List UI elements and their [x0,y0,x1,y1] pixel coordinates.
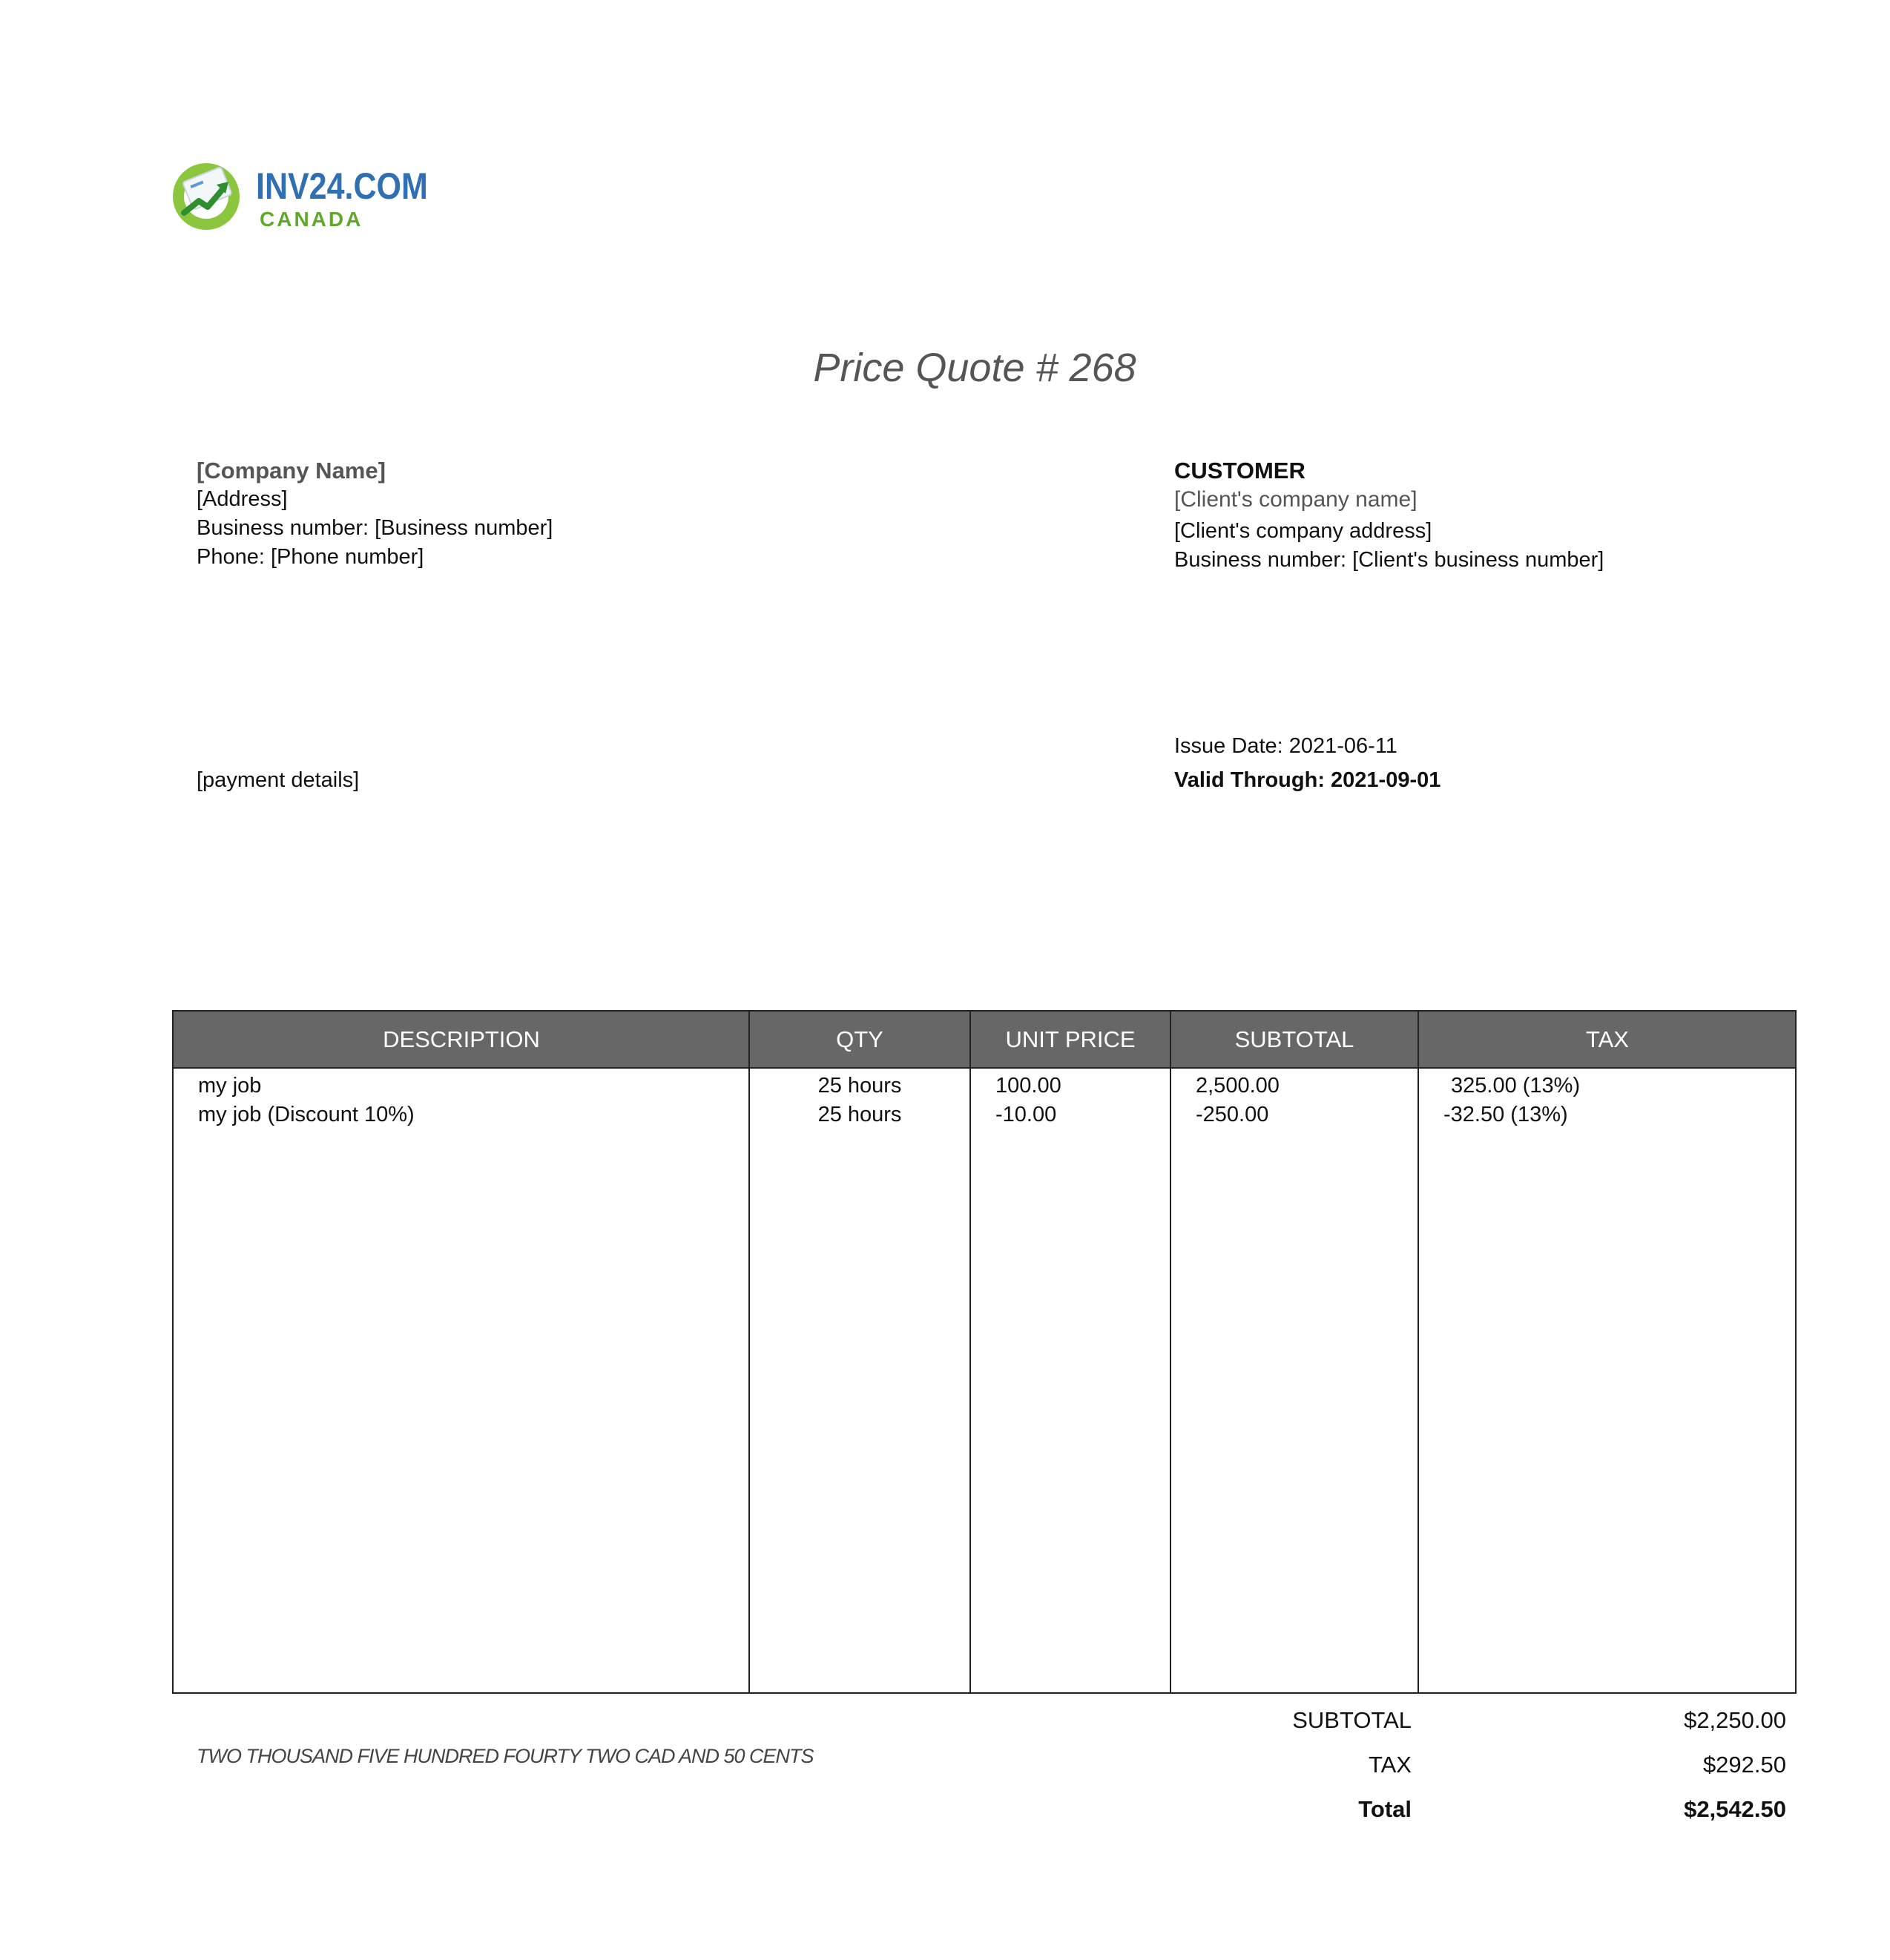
seller-phone: Phone: [Phone number] [197,545,424,569]
subtotal-label: SUBTOTAL [1292,1707,1412,1733]
header-qty: QTY [836,1026,883,1052]
tax-value: $292.50 [1702,1752,1786,1778]
row-2-description: my job (Discount 10%) [198,1103,415,1126]
row-2-tax: -32.50 (13%) [1443,1103,1568,1126]
total-label: Total [1358,1796,1412,1822]
column-divider [1170,1012,1171,1692]
customer-info [1174,456,1604,575]
table-header-row [174,1012,1795,1069]
header-unit-price: UNIT PRICE [1005,1026,1136,1052]
customer-company-name: [Client's company name] [1174,487,1418,512]
customer-heading: CUSTOMER [1174,458,1305,484]
valid-through-date: Valid Through: 2021-09-01 [1174,768,1441,792]
customer-business-number: Business number: [Client's business number] [1174,548,1604,572]
page-title: Price Quote # 268 [813,346,1136,390]
payment-details: [payment details] [197,768,360,792]
header-subtotal: SUBTOTAL [1234,1026,1354,1052]
subtotal-value: $2,250.00 [1684,1707,1786,1733]
row-1-description: my job [198,1074,262,1098]
seller-address: [Address] [197,487,288,511]
row-2-unit-price: -10.00 [995,1103,1057,1126]
customer-address: [Client's company address] [1174,519,1432,543]
header-description: DESCRIPTION [383,1026,540,1052]
row-2-qty: 25 hours [817,1103,902,1126]
row-1-unit-price: 100.00 [995,1074,1061,1098]
seller-business-number: Business number: [Business number] [197,516,553,540]
items-table [172,1010,1797,1694]
logo-brand-text: INV24.COM [256,165,428,207]
row-1-qty: 25 hours [817,1074,902,1098]
tax-label: TAX [1369,1752,1412,1778]
amount-in-words: TWO THOUSAND FIVE HUNDRED FOURTY TWO CAD AND 50 CENTS [197,1745,814,1767]
column-divider [1418,1012,1419,1692]
issue-date: Issue Date: 2021-06-11 [1174,734,1397,758]
row-1-subtotal: 2,500.00 [1196,1074,1280,1098]
row-1-tax: 325.00 (13%) [1451,1074,1581,1098]
seller-info [197,456,553,572]
logo-region-text: CANADA [260,208,363,231]
row-2-subtotal: -250.00 [1196,1103,1269,1126]
total-value: $2,542.50 [1684,1796,1786,1822]
seller-company-name: [Company Name] [197,458,386,484]
header-tax: TAX [1586,1026,1629,1052]
